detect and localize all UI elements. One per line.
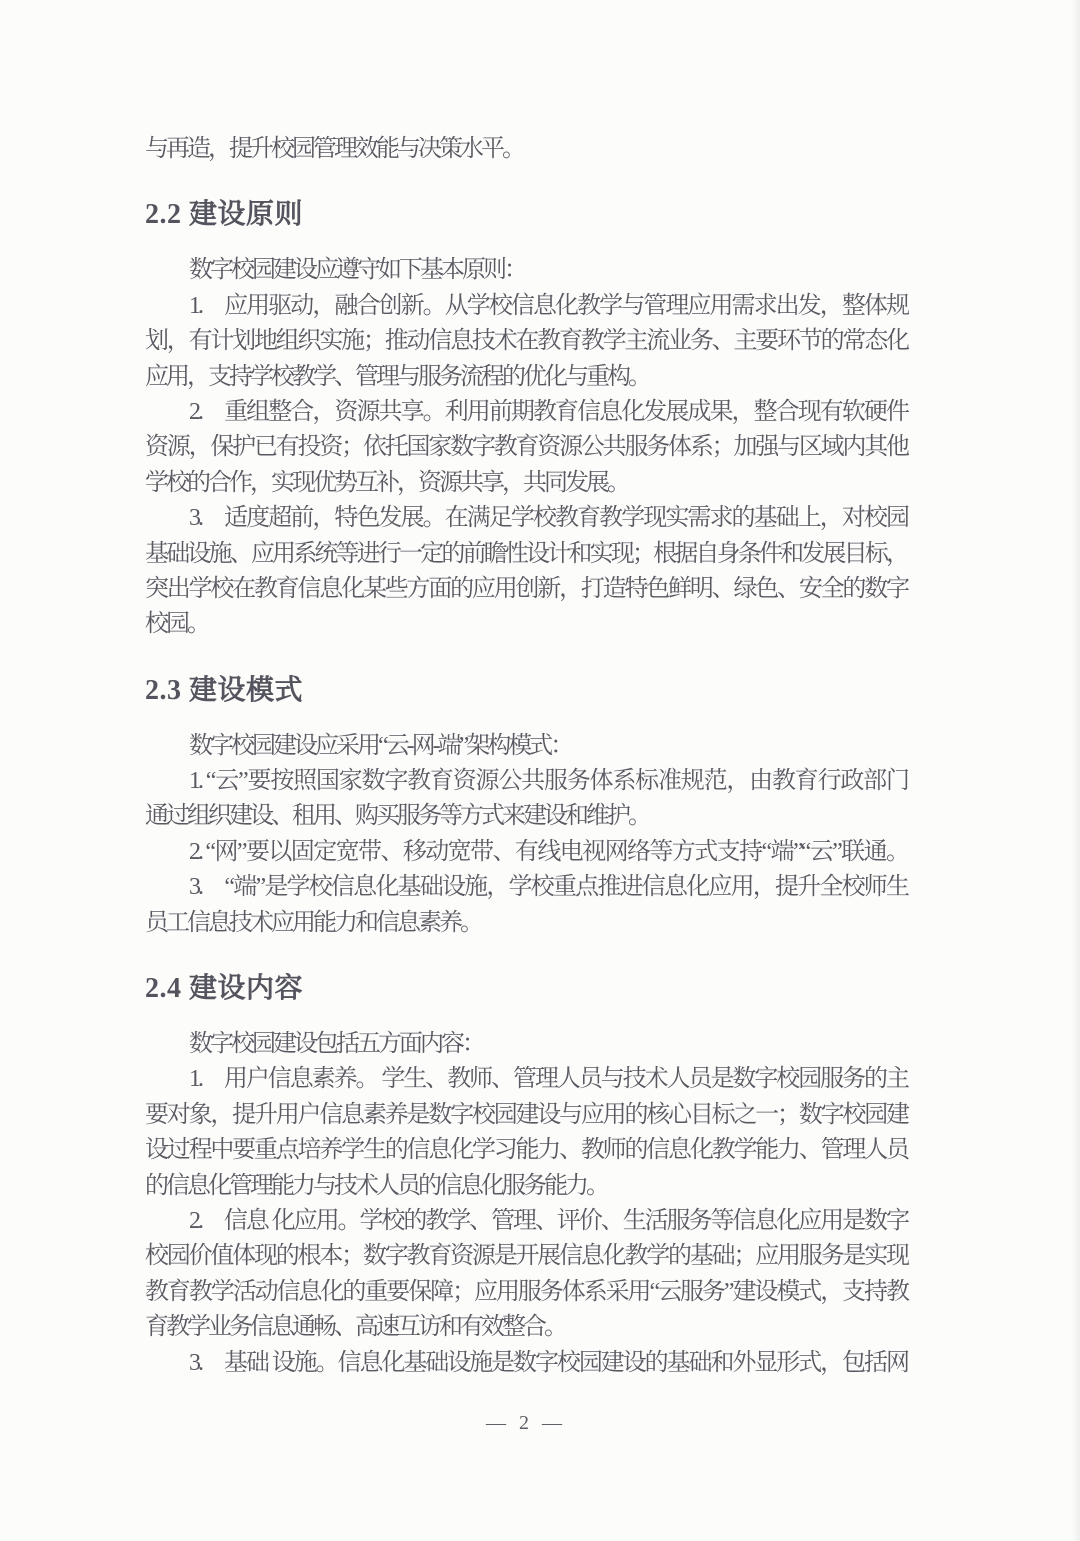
- text-line: 1. “云”要按照国家数字教育资源公共服务体系标准规范，由教育行政部门: [189, 768, 907, 795]
- text-line: 通过组织建设、租用、购买服务等方式来建设和维护。: [145, 803, 649, 830]
- scan-edge-shadow: [1072, 0, 1080, 1541]
- text-line: 校园价值体现的根本；数字教育资源是开展信息化教学的基础；应用服务是实现: [145, 1243, 907, 1270]
- section-heading: 2.2 建设原则: [145, 199, 304, 231]
- text-line: 教育教学活动信息化的重要保障；应用服务体系采用“云服务”建设模式，支持教: [145, 1278, 907, 1305]
- text-line: 3. “端”是学校信息化基础设施，学校重点推进信息化应用，提升全校师生: [189, 874, 907, 901]
- text-line: 育教学业务信息通畅、高速互访和有效整合。: [145, 1314, 565, 1341]
- text-line: 设过程中要重点培养学生的信息化学习能力、教师的信息化教学能力、管理人员: [145, 1137, 907, 1164]
- text-line: 3. 基础 设施。信息化基础设施是数字校园建设的基础和外显形式，包括网: [189, 1349, 907, 1376]
- text-line: 要对象，提升用户信息素养是数字校园建设与应用的核心目标之一；数字校园建: [145, 1101, 907, 1128]
- text-line: 3. 适度超前，特色发展。在满足学校教育教学现实需求的基础上，对校园: [189, 505, 907, 532]
- text-line: 数字校园建设包括五方面内容：: [189, 1031, 483, 1058]
- text-line: 学校的合作，实现优势互补，资源共享，共同发展。: [145, 469, 628, 496]
- page-number: — 2 —: [486, 1412, 566, 1434]
- document-content: [145, 132, 907, 1381]
- text-line: 的信息化管理能力与技术人员的信息化服务能力。: [145, 1172, 607, 1199]
- text-line: 应用，支持学校教学、管理与服务流程的优化与重构。: [145, 363, 649, 390]
- text-line: 数字校园建设应采用“云-网-端”架构模式：: [189, 732, 572, 759]
- section-heading: 2.4 建设内容: [145, 973, 304, 1005]
- text-line: 基础设施、应用系统等进行一定的前瞻性设计和实现；根据自身条件和发展目标，: [145, 540, 907, 567]
- text-line: 资源，保护已有投资；依托国家数字教育资源公共服务体系；加强与区域内其他: [145, 434, 907, 461]
- text-line: 校园。: [145, 611, 208, 638]
- text-line: 突出学校在教育信息化某些方面的应用创新，打造特色鲜明、绿色、安全的数字: [145, 575, 907, 602]
- text-line: 数字校园建设应遵守如下基本原则：: [189, 257, 525, 284]
- text-line: 员工信息技术应用能力和信息素养。: [145, 909, 481, 936]
- text-line: 1. 应用驱动，融合创新。从学校信息化教学与管理应用需求出发，整体规: [189, 292, 907, 319]
- text-line: 与再造，提升校园管理效能与决策水平。: [145, 136, 523, 162]
- text-line: 1. 用户信息素养。 学生、教师、管理人员与技术人员是数字校园服务的主: [189, 1066, 907, 1093]
- text-line: 划，有计划地组织实施；推动信息技术在教育教学主流业务、主要环节的常态化: [145, 328, 907, 355]
- text-line: 2. 重组整合，资源共享。利用前期教育信息化发展成果，整合现有软硬件: [189, 398, 907, 425]
- section-heading: 2.3 建设模式: [145, 674, 304, 706]
- text-line: 2. “网”要以固定宽带、移动宽带、有线电视网络等方式支持“端”“云”联通。: [189, 838, 907, 865]
- text-line: 2. 信息 化应用。学校的教学、管理、评价、生活服务等信息化应用是数字: [189, 1207, 907, 1234]
